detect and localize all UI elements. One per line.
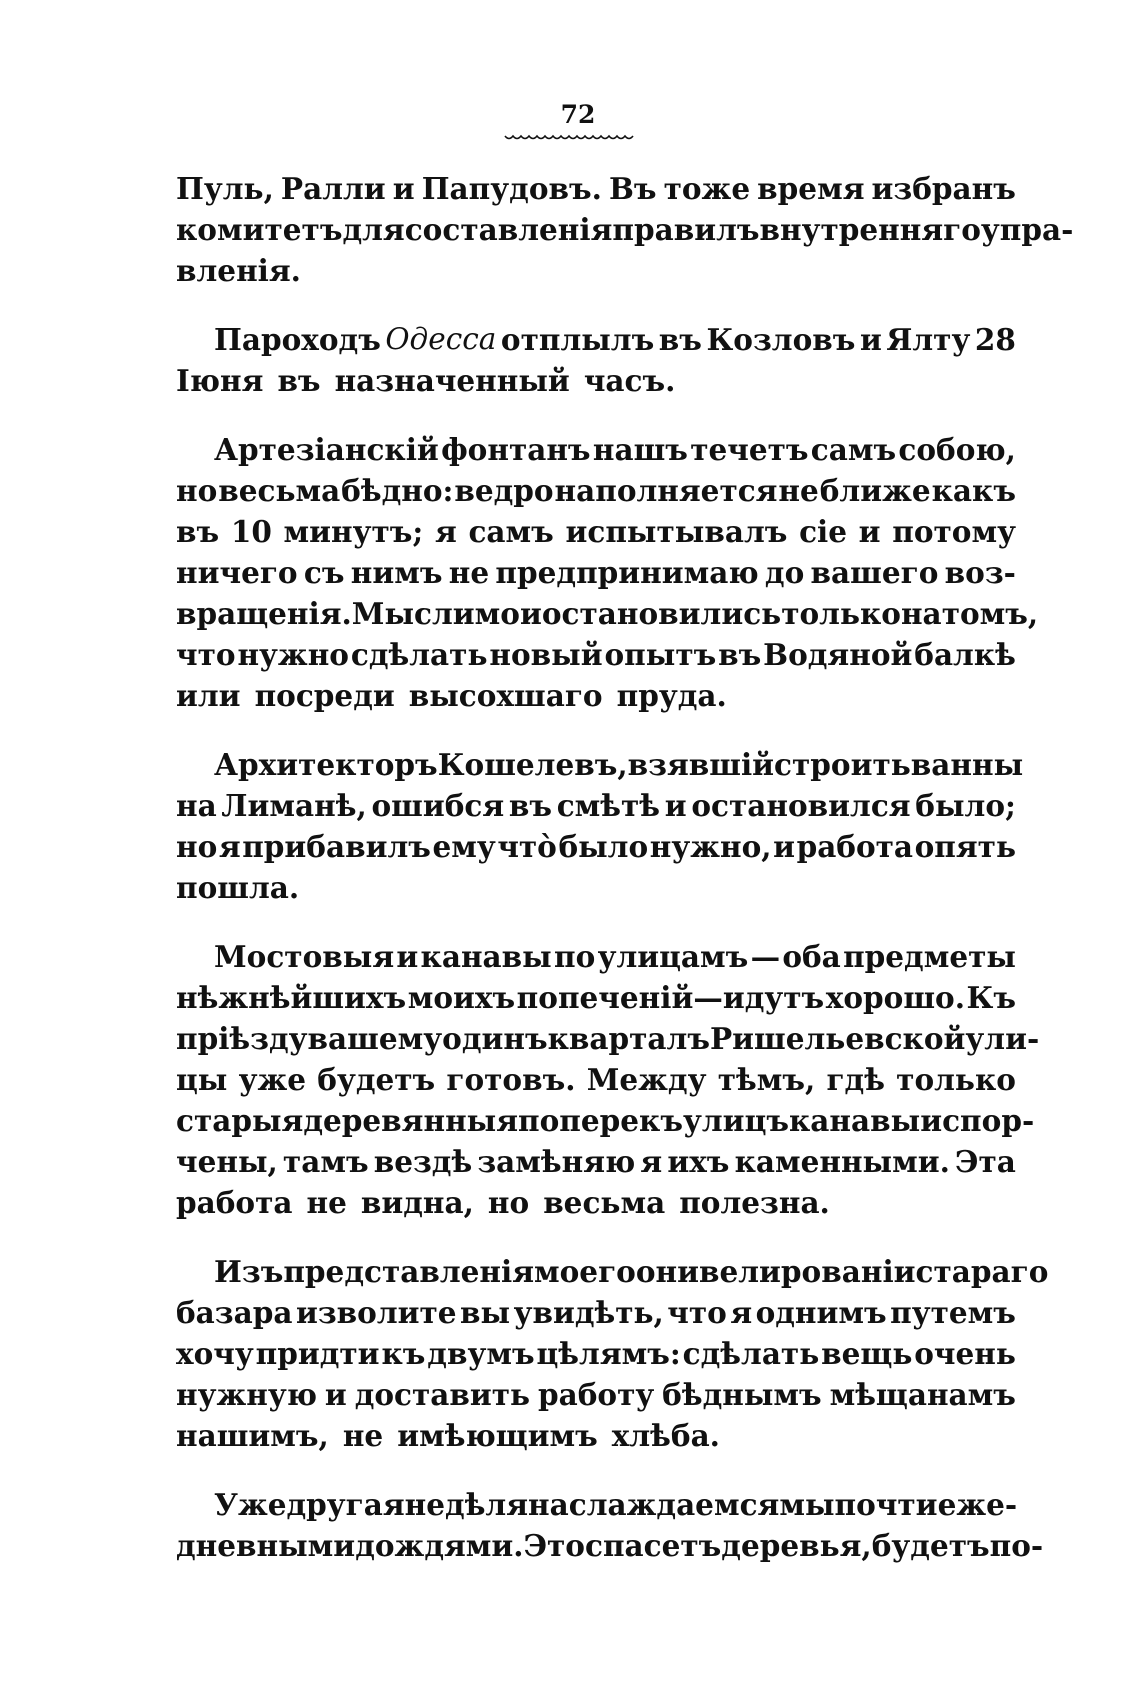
text-line xyxy=(176,1059,1016,1100)
paragraph xyxy=(176,1484,1044,1566)
word: представленія xyxy=(283,1254,534,1289)
word: поперекъ xyxy=(518,1103,683,1138)
word: и xyxy=(858,514,881,549)
word: для xyxy=(342,212,405,247)
word: вездѣ xyxy=(373,1144,473,1179)
word: ванны xyxy=(910,747,1024,782)
word: деревья, xyxy=(721,1528,872,1563)
word: остановились xyxy=(541,596,782,631)
word: очень xyxy=(914,1336,1016,1371)
word: спасетъ xyxy=(584,1528,722,1563)
text-line xyxy=(176,936,1016,977)
word: Артезіанскій xyxy=(214,432,439,467)
word: видна, xyxy=(360,1185,474,1220)
word: я xyxy=(435,514,457,549)
word: на xyxy=(176,788,217,823)
word: Къ xyxy=(966,980,1016,1015)
word: въ xyxy=(658,322,702,357)
text-line xyxy=(176,826,1016,867)
paragraph xyxy=(176,319,1016,401)
paragraph xyxy=(176,744,1024,908)
paragraph xyxy=(176,168,1074,291)
paragraph xyxy=(176,1251,1049,1456)
word: недѣля xyxy=(404,1487,529,1522)
word: и xyxy=(664,788,687,823)
word: составленія xyxy=(404,212,613,247)
word: смѣтѣ xyxy=(556,788,661,823)
text-line xyxy=(176,1484,1016,1525)
text-line xyxy=(176,1251,1049,1292)
word: ули- xyxy=(965,1021,1040,1056)
word: тоже xyxy=(663,171,751,206)
word: гдѣ xyxy=(826,1062,885,1097)
word: вы xyxy=(460,1295,511,1330)
word: ничего xyxy=(176,555,298,590)
word: фонтанъ xyxy=(441,432,591,467)
paragraph xyxy=(176,429,1039,716)
word: одинъ xyxy=(442,1021,548,1056)
word: высохшаго xyxy=(408,678,603,713)
word: внутренняго xyxy=(759,212,981,247)
page-header xyxy=(0,100,1140,142)
word: вещь xyxy=(821,1336,913,1371)
word: время xyxy=(757,171,865,206)
word: тѣмъ, xyxy=(717,1062,816,1097)
word: стараго xyxy=(915,1254,1049,1289)
word: доставить xyxy=(354,1377,531,1412)
word: мы xyxy=(779,1487,835,1522)
word: деревянныя xyxy=(303,1103,519,1138)
word: еже- xyxy=(937,1487,1018,1522)
word: избранъ xyxy=(871,171,1016,206)
word: замѣняю xyxy=(477,1144,636,1179)
text-line xyxy=(176,360,1016,401)
word: я xyxy=(730,1295,753,1330)
word: сдѣлать xyxy=(682,1336,820,1371)
word: изволите xyxy=(295,1295,457,1330)
word: собою, xyxy=(898,432,1016,467)
word: тамъ xyxy=(282,1144,369,1179)
word: 28 xyxy=(974,322,1016,357)
word: балкѣ xyxy=(914,637,1016,672)
word: Ралли xyxy=(280,171,386,206)
word: Въ xyxy=(608,171,657,206)
text-line xyxy=(176,785,1016,826)
word: каменными. xyxy=(734,1144,950,1179)
word: минутъ; xyxy=(283,514,424,549)
word: работу xyxy=(537,1377,655,1412)
word: моего xyxy=(534,1254,636,1289)
word: было; xyxy=(915,788,1016,823)
word: нимъ xyxy=(350,555,443,590)
word: дневными xyxy=(176,1528,356,1563)
word: Эта xyxy=(955,1144,1016,1179)
text-line xyxy=(176,1141,1016,1182)
word: нивелированіи xyxy=(655,1254,916,1289)
word: ближе xyxy=(819,473,931,508)
word: томъ, xyxy=(941,596,1039,631)
word: попеченій—идутъ xyxy=(516,980,825,1015)
word: Водяной xyxy=(763,637,913,672)
word: готовъ. xyxy=(446,1062,576,1097)
text-line xyxy=(176,1333,1016,1374)
word: но xyxy=(176,473,218,508)
text-line xyxy=(176,867,1016,908)
word: цѣлямъ: xyxy=(536,1336,681,1371)
word: я xyxy=(218,829,241,864)
word: часъ. xyxy=(583,363,676,398)
word: мои xyxy=(474,596,542,631)
text-line xyxy=(176,1018,1040,1059)
word: не xyxy=(306,1185,347,1220)
word: весьма xyxy=(218,473,341,508)
word: Изъ xyxy=(214,1254,284,1289)
word: строить xyxy=(774,747,911,782)
word: или xyxy=(176,678,241,713)
text-line xyxy=(176,593,1039,634)
paragraph xyxy=(176,936,1040,1223)
word: цы xyxy=(176,1062,228,1097)
word: Кошелевъ, xyxy=(437,747,628,782)
word: Папудовъ. xyxy=(421,171,602,206)
word: ведро xyxy=(454,473,554,508)
word: нужную xyxy=(176,1377,317,1412)
word: улицъ xyxy=(683,1103,789,1138)
word: взявшій xyxy=(627,747,775,782)
wavy-rule-ornament xyxy=(503,132,637,142)
word: однимъ xyxy=(755,1295,887,1330)
word: будетъ xyxy=(317,1062,436,1097)
word: опытъ xyxy=(604,637,717,672)
word: Уже xyxy=(214,1487,287,1522)
text-line xyxy=(176,511,1016,552)
word: вашего xyxy=(810,555,939,590)
word: съ xyxy=(303,555,345,590)
word: нужно xyxy=(237,637,349,672)
word: вращенія. xyxy=(176,596,352,631)
word: старыя xyxy=(176,1103,304,1138)
text-line xyxy=(176,1374,1016,1415)
text-line xyxy=(176,429,1016,470)
word: самъ xyxy=(810,432,897,467)
text-line xyxy=(176,675,1016,716)
text-line xyxy=(176,209,1074,250)
word: предметы xyxy=(843,939,1016,974)
word: потому xyxy=(892,514,1016,549)
word: испор- xyxy=(920,1103,1035,1138)
word: сдѣлать xyxy=(350,637,488,672)
word: Пароходъ xyxy=(214,322,381,357)
word: и xyxy=(396,939,419,974)
text-line xyxy=(176,1182,1016,1223)
word: Ялту xyxy=(886,322,971,357)
word: Лиманѣ, xyxy=(221,788,367,823)
word: по- xyxy=(989,1528,1044,1563)
word: 10 xyxy=(230,514,272,549)
word: что̀ xyxy=(497,829,557,864)
word: въ xyxy=(277,363,321,398)
word: къ xyxy=(381,1336,426,1371)
word: я xyxy=(640,1144,663,1179)
text-line xyxy=(176,1415,1016,1456)
word: отплылъ xyxy=(500,322,655,357)
word: прибавилъ xyxy=(242,829,431,864)
word: бѣдно: xyxy=(341,473,454,508)
word: что xyxy=(667,1295,727,1330)
word: нужно, xyxy=(649,829,772,864)
word: увидѣть, xyxy=(513,1295,664,1330)
word: работа xyxy=(176,1185,293,1220)
text-line xyxy=(176,1292,1016,1333)
word: пріѣзду xyxy=(176,1021,308,1056)
word: ему xyxy=(432,829,496,864)
word: — xyxy=(750,939,781,974)
word: ихъ xyxy=(667,1144,730,1179)
word: по xyxy=(554,939,596,974)
body-text xyxy=(176,168,1074,1594)
text-line xyxy=(176,319,1016,360)
word: имѣющимъ xyxy=(397,1418,598,1453)
word: назначенный xyxy=(334,363,570,398)
word: Между xyxy=(586,1062,707,1097)
word: ошибся xyxy=(371,788,505,823)
word: не xyxy=(448,555,490,590)
word: но xyxy=(176,829,218,864)
word: Козловъ xyxy=(706,322,856,357)
word: упра- xyxy=(980,212,1074,247)
word: наслаждаемся xyxy=(528,1487,780,1522)
text-line xyxy=(176,977,1016,1018)
word: придти xyxy=(255,1336,380,1371)
word: только xyxy=(781,596,901,631)
word: Іюня xyxy=(176,363,264,398)
word: было xyxy=(558,829,649,864)
word: Мысли xyxy=(351,596,475,631)
text-line xyxy=(176,552,1016,593)
word: канавы xyxy=(789,1103,921,1138)
word: канавы xyxy=(420,939,552,974)
word: и xyxy=(392,171,415,206)
word: на xyxy=(900,596,942,631)
word: новый xyxy=(489,637,603,672)
word: предпринимаю xyxy=(495,555,759,590)
word: улицамъ xyxy=(597,939,749,974)
word: хлѣба. xyxy=(611,1418,720,1453)
word: бѣднымъ xyxy=(662,1377,822,1412)
word: нѣжнѣйшихъ xyxy=(176,980,407,1015)
text-line xyxy=(176,168,1016,209)
word: только xyxy=(896,1062,1016,1097)
word: въ xyxy=(718,637,762,672)
word: путемъ xyxy=(890,1295,1016,1330)
word: весьма xyxy=(543,1185,666,1220)
word: пруда. xyxy=(616,678,727,713)
word: самъ xyxy=(468,514,554,549)
word: уже xyxy=(238,1062,307,1097)
word: опять xyxy=(914,829,1016,864)
word: но xyxy=(487,1185,530,1220)
word: остановился xyxy=(691,788,911,823)
word: и xyxy=(773,829,795,864)
word: какъ xyxy=(931,473,1016,508)
word: хорошо. xyxy=(825,980,965,1015)
word: полезна. xyxy=(679,1185,830,1220)
text-line xyxy=(176,744,1024,785)
word: нашъ xyxy=(592,432,688,467)
word: и xyxy=(324,1377,347,1412)
word: наполняется xyxy=(554,473,778,508)
word: посреди xyxy=(254,678,395,713)
word: и xyxy=(859,322,882,357)
word: испытывалъ xyxy=(565,514,788,549)
word: комитетъ xyxy=(176,212,343,247)
word: пошла. xyxy=(176,870,300,905)
word: Пуль, xyxy=(176,171,274,206)
word: другая xyxy=(286,1487,405,1522)
word: моихъ xyxy=(407,980,516,1015)
text-line xyxy=(176,470,1016,511)
word: что xyxy=(176,637,236,672)
word: не xyxy=(778,473,819,508)
word: хочу xyxy=(176,1336,254,1371)
text-line xyxy=(176,250,1016,291)
word: нашимъ, xyxy=(176,1418,329,1453)
word: течетъ xyxy=(690,432,809,467)
word: чены, xyxy=(176,1144,278,1179)
text-line xyxy=(176,1525,1044,1566)
word: почти xyxy=(834,1487,938,1522)
word: въ xyxy=(508,788,552,823)
word: вашему xyxy=(307,1021,443,1056)
word: Ришельевской xyxy=(709,1021,966,1056)
word: дождями. xyxy=(355,1528,524,1563)
word: до xyxy=(764,555,805,590)
word: Мостовыя xyxy=(214,939,395,974)
word: двумъ xyxy=(427,1336,535,1371)
word: оба xyxy=(782,939,841,974)
word: сіе xyxy=(799,514,847,549)
word: не xyxy=(342,1418,384,1453)
page-number: 72 xyxy=(560,100,596,129)
word: о xyxy=(635,1254,656,1289)
word: базара xyxy=(176,1295,293,1330)
word: Одесса xyxy=(385,322,497,356)
text-line xyxy=(176,634,1016,675)
text-line xyxy=(176,1100,1035,1141)
word: правилъ xyxy=(612,212,760,247)
word: Архитекторъ xyxy=(214,747,438,782)
word: въ xyxy=(176,514,220,549)
word: будетъ xyxy=(871,1528,990,1563)
word: мѣщанамъ xyxy=(829,1377,1016,1412)
word: Это xyxy=(523,1528,585,1563)
word: воз- xyxy=(944,555,1016,590)
word: кварталъ xyxy=(547,1021,710,1056)
word: работа xyxy=(796,829,914,864)
word: вленія. xyxy=(176,253,301,288)
